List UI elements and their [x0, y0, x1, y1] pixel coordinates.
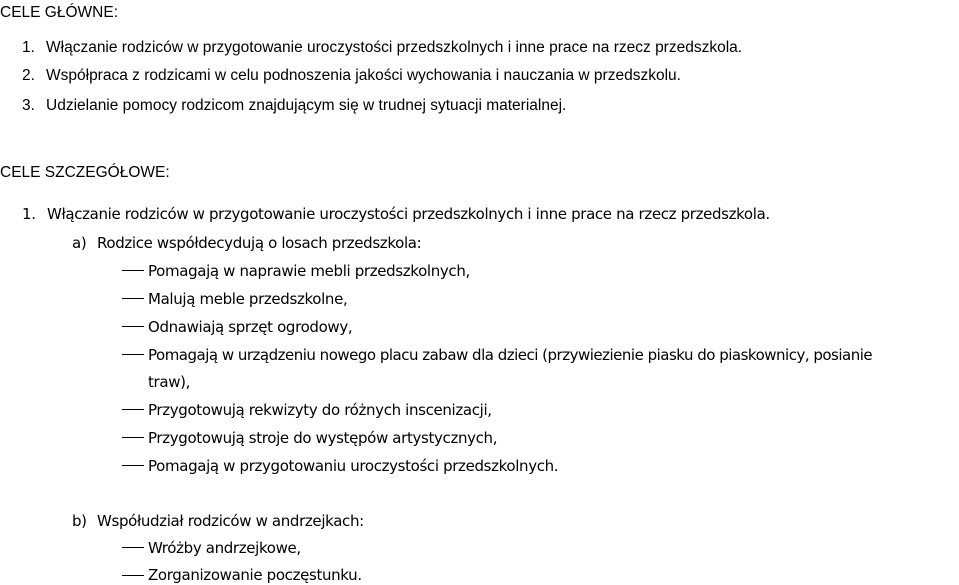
- list-item: Odnawiają sprzęt ogrodowy,: [148, 318, 353, 336]
- list-item: Pomagają w urządzeniu nowego placu zabaw dla dzieci (przywiezienie piasku do piaskownicy, posianie: [148, 346, 873, 364]
- dash-bullet: [122, 437, 144, 438]
- dash-bullet: [122, 575, 144, 576]
- list-text: Włączanie rodziców w przygotowanie uroczystości przedszkolnych i inne prace na rzecz przedszkola.: [46, 39, 743, 56]
- list-item: Przygotowują stroje do występów artystycznych,: [148, 429, 498, 447]
- list-item: Wróżby andrzejkowe,: [148, 539, 301, 557]
- list-item: Zorganizowanie poczęstunku.: [148, 566, 362, 584]
- dash-bullet: [122, 270, 144, 271]
- dash-bullet: [122, 298, 144, 299]
- list-number: 2.: [22, 67, 35, 84]
- dash-bullet: [122, 354, 144, 355]
- dash-bullet: [122, 465, 144, 466]
- dash-bullet: [122, 326, 144, 327]
- dash-bullet: [122, 409, 144, 410]
- list-item: Malują meble przedszkolne,: [148, 290, 348, 308]
- list-item: Pomagają w naprawie mebli przedszkolnych,: [148, 262, 470, 280]
- list-text: Udzielanie pomocy rodzicom znajdującym się w trudnej sytuacji materialnej.: [46, 97, 567, 114]
- dash-bullet: [122, 547, 144, 548]
- list-item: Przygotowują rekwizyty do różnych inscenizacji,: [148, 401, 492, 419]
- list-item-continuation: traw),: [148, 373, 191, 391]
- section-title-text: Współudział rodziców w andrzejkach:: [97, 512, 364, 530]
- section-title-text: Rodzice współdecydują o losach przedszkola:: [97, 234, 422, 252]
- list-number: 1.: [22, 205, 36, 223]
- main-goals-heading: CELE GŁÓWNE:: [0, 4, 118, 21]
- list-text: Współpraca z rodzicami w celu podnoszenia jakości wychowania i nauczania w przedszkolu.: [46, 67, 681, 84]
- list-text: Włączanie rodziców w przygotowanie uroczystości przedszkolnych i inne prace na rzecz przedszkola.: [47, 205, 770, 223]
- section-marker: a): [72, 234, 87, 252]
- list-number: 1.: [22, 39, 35, 56]
- section-marker: b): [72, 512, 87, 530]
- list-number: 3.: [22, 97, 35, 114]
- list-item: Pomagają w przygotowaniu uroczystości przedszkolnych.: [148, 457, 559, 475]
- detailed-goals-heading: CELE SZCZEGÓŁOWE:: [0, 164, 170, 181]
